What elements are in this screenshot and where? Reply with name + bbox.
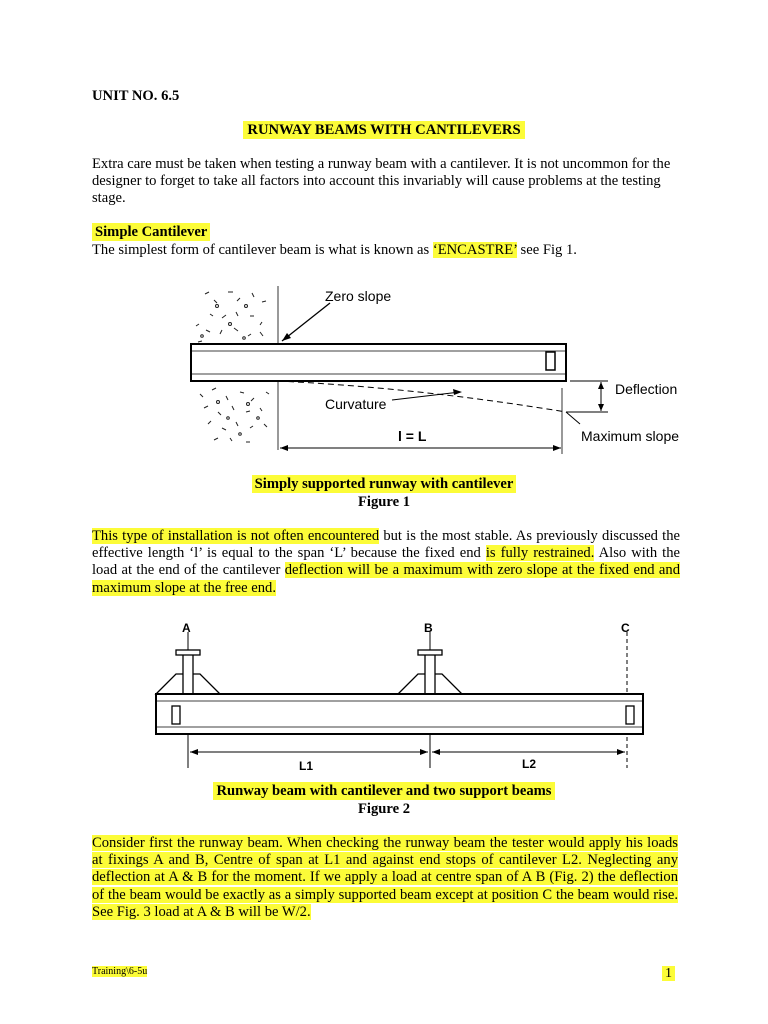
title-text: RUNWAY BEAMS WITH CANTILEVERS — [243, 121, 524, 139]
runway-paragraph-text: Consider first the runway beam. When checking the runway beam the tester would apply his loads at fixings A and B, Centre of span at L1 and against end stops of cantilever L2. Neglecting any deflection at A & B for the moment. If we apply a load at centre span of A B (Fig. 2) the deflection of the beam would be exactly as a simply supported beam except at position C the beam would rise. See Fig. 3 load at A & B will be W/2. — [92, 835, 678, 920]
cantilever-beam — [191, 344, 566, 381]
position-c-label: C — [621, 621, 630, 635]
footer-reference — [92, 966, 147, 977]
section-heading-text: Simple Cantilever — [92, 223, 210, 241]
page-title — [0, 122, 768, 139]
curvature-arrowhead — [453, 389, 462, 395]
simple-text-before: The simplest form of cantilever beam is what is known as — [92, 242, 433, 258]
paragraph-text: Also with the load at the end of the cantilever — [92, 545, 681, 579]
beam-end-section — [546, 352, 555, 370]
figure-2-number: Figure 2 — [357, 801, 411, 817]
l1-label: L1 — [299, 759, 314, 773]
deflection-label: Deflection — [615, 381, 678, 397]
figure-2-diagram — [0, 618, 768, 778]
support-b-label: B — [424, 621, 433, 635]
simple-paragraph — [92, 242, 680, 259]
encastre-term: ‘ENCASTRE’ — [432, 242, 517, 258]
l2-label: L2 — [522, 757, 537, 771]
intro-paragraph: Extra care must be taken when testing a runway beam with a cantilever. It is not uncommon for the designer to forget to take all factors into account this invariably will cause problems at the testing stage. — [92, 156, 671, 207]
highlight-deflection: deflection will be a maximum with zero slope at the fixed end and maximum slope at the free end. — [92, 562, 680, 596]
section-heading — [92, 224, 210, 241]
runway-paragraph — [92, 835, 678, 921]
span-label: l = L — [398, 428, 427, 444]
figure-2-caption — [0, 783, 768, 800]
figure-1-caption-text: Simply supported runway with cantilever — [252, 475, 517, 493]
unit-number: UNIT NO. 6.5 — [92, 88, 180, 104]
page-number-text: 1 — [662, 966, 675, 981]
highlight-rarely-encountered: This type of installation is not often encountered — [92, 528, 380, 544]
zero-slope-arrow — [282, 303, 330, 341]
zero-slope-label: Zero slope — [325, 288, 392, 304]
figure-1-number: Figure 1 — [357, 494, 411, 510]
support-a-bracket — [156, 650, 220, 694]
page-number — [662, 966, 675, 982]
end-stop-right — [626, 706, 634, 724]
runway-beam — [156, 694, 643, 734]
figure-1-caption — [0, 476, 768, 493]
curvature-label: Curvature — [325, 396, 387, 412]
highlight-fully-restrained: is fully restrained. — [485, 545, 595, 562]
support-a-label: A — [182, 621, 191, 635]
simple-text-after: see Fig 1. — [516, 242, 577, 258]
max-slope-label: Maximum slope — [581, 428, 680, 444]
support-b-bracket — [398, 650, 462, 694]
footer-reference-text: Training\6-5u — [92, 966, 148, 977]
paragraph-text: but is the most stable. As previously discussed the effective length ‘l’ is equal to the span ‘L’ because the fixed end — [92, 528, 680, 562]
figure-2-caption-text: Runway beam with cantilever and two support beams — [213, 782, 554, 800]
max-slope-leader — [566, 412, 580, 424]
end-stop-left — [172, 706, 180, 724]
encastre-paragraph — [92, 528, 680, 597]
